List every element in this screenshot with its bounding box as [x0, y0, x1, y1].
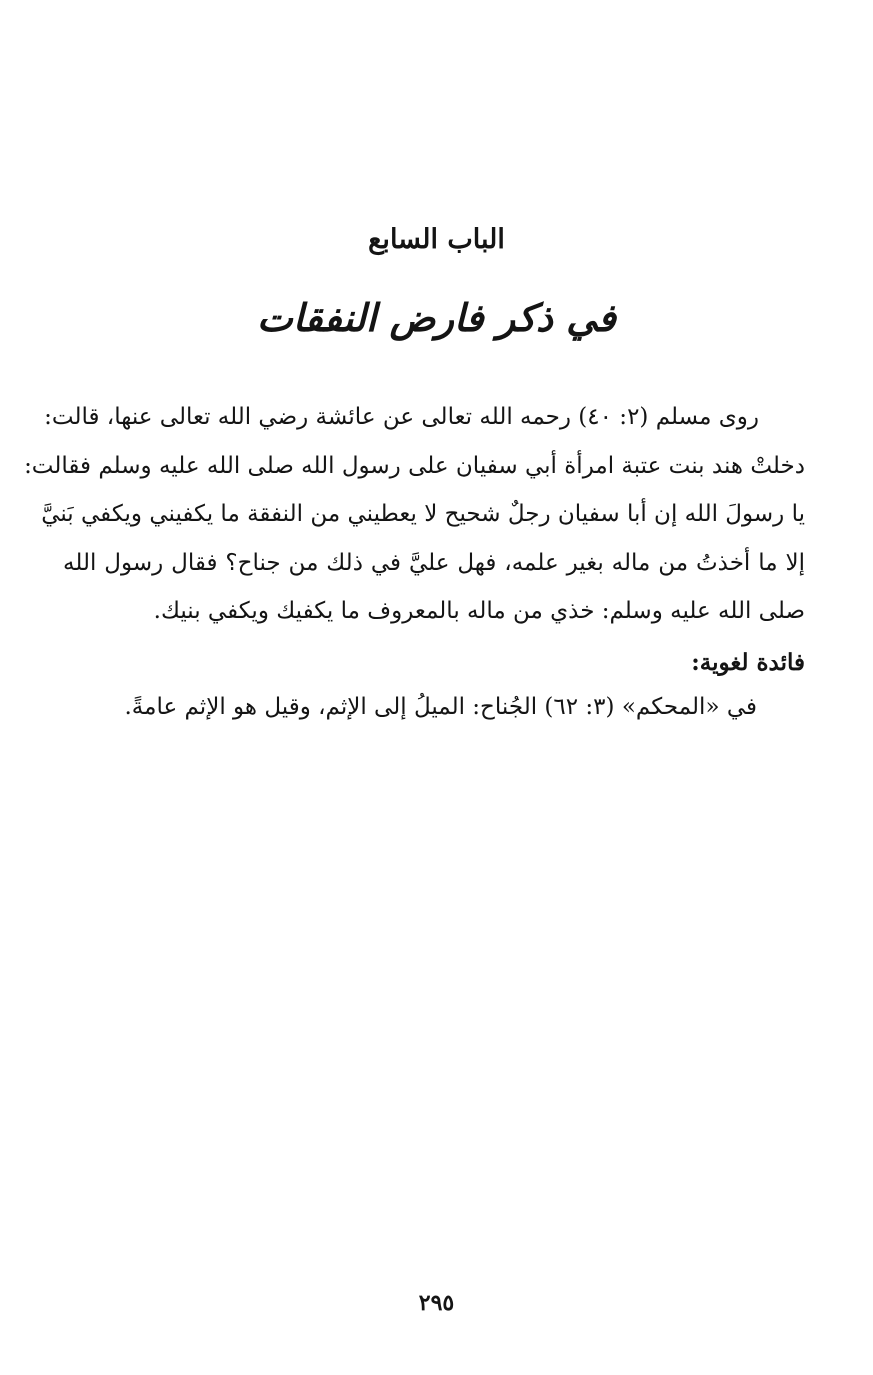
hadith-paragraph: [24, 393, 805, 636]
paragraph-line: يا رسولَ الله إن أبا سفيان رجلٌ شحيح لا يعطيني من النفقة ما يكفيني ويكفي بَنيَّ: [41, 501, 805, 527]
linguistic-note-text: في «المحكم» (٣: ٦٢) الجُناح: الميلُ إلى الإثم، وقيل هو الإثم عامةً.: [124, 694, 757, 720]
paragraph-line: صلى الله عليه وسلم: خذي من ماله بالمعروف ما يكفيك ويكفي بنيك.: [153, 598, 805, 624]
linguistic-note-heading: فائدة لغوية:: [691, 649, 805, 676]
chapter-label: الباب السابع: [368, 224, 505, 255]
page-number: ٢٩٥: [418, 1290, 455, 1316]
chapter-title: في ذكر فارض النفقات: [257, 295, 616, 340]
paragraph-line: روى مسلم (٢: ٤٠) رحمه الله تعالى عن عائشة رضي الله تعالى عنها، قالت:: [44, 404, 759, 430]
paragraph-line: دخلتْ هند بنت عتبة امرأة أبي سفيان على رسول الله صلى الله عليه وسلم فقالت:: [24, 452, 805, 479]
paragraph-line: إلا ما أخذتُ من ماله بغير علمه، فهل عليَّ في ذلك من جناح؟ فقال رسول الله: [63, 549, 805, 576]
